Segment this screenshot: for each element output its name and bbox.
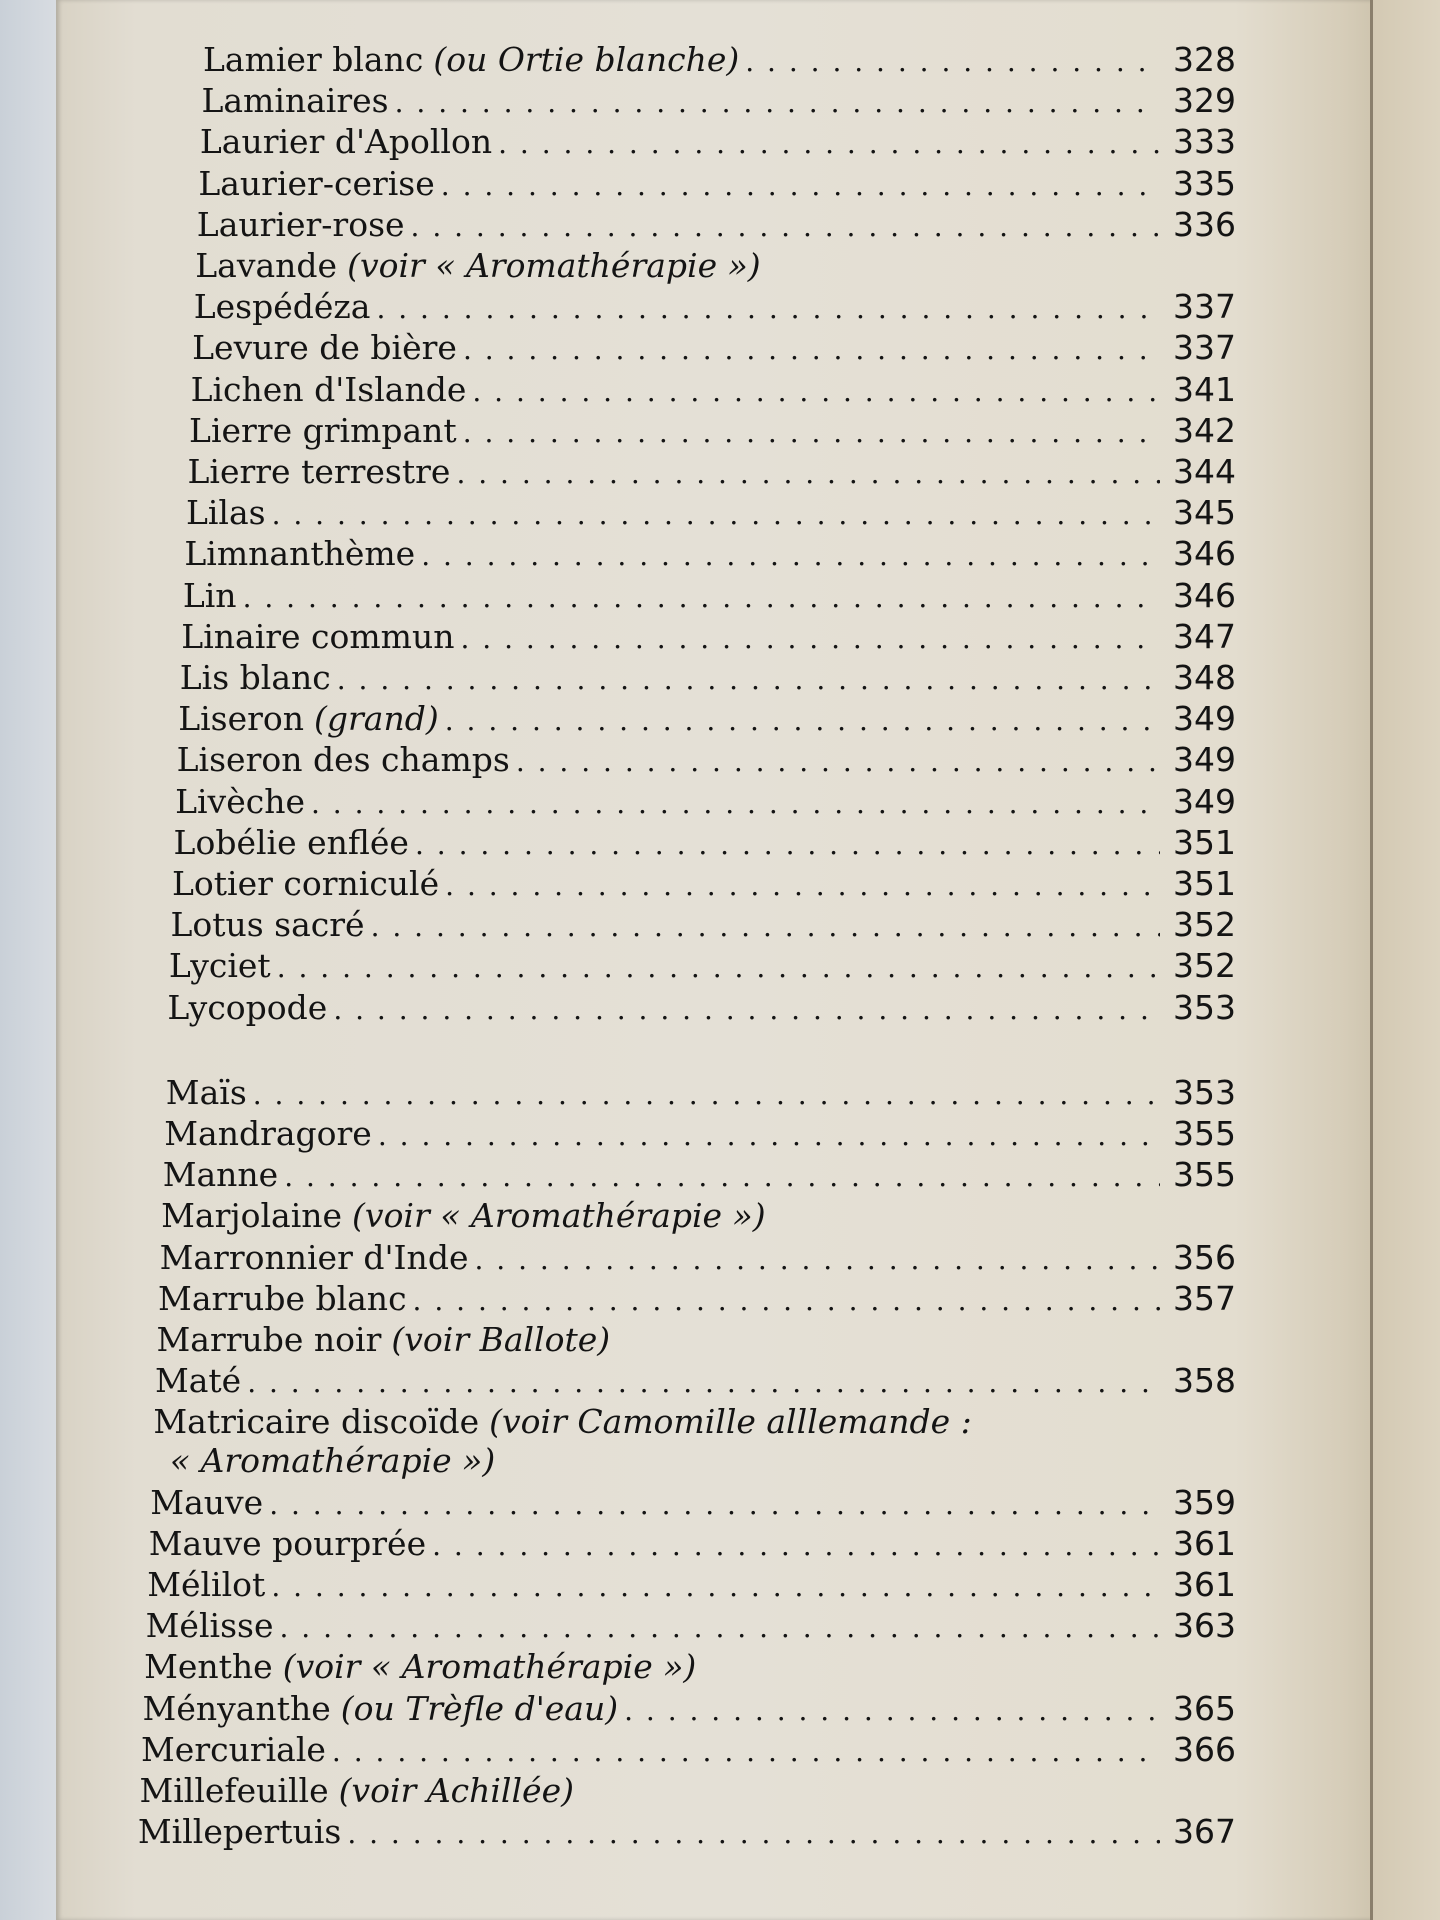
entry-name: Limnanthème — [184, 534, 416, 574]
page-number: 349 — [1172, 740, 1236, 780]
page-number: 349 — [1172, 781, 1236, 821]
page-number: 344 — [1173, 452, 1236, 491]
index-entry — [170, 905, 1236, 945]
index-entry — [167, 988, 1236, 1028]
index-entry — [191, 370, 1236, 410]
page-number: 352 — [1172, 905, 1236, 945]
entry-name: Lierre terrestre — [187, 452, 451, 491]
page-number: 366 — [1173, 1729, 1236, 1769]
page-number: 349 — [1172, 699, 1236, 739]
dot-leader — [474, 1243, 1160, 1276]
index-entry — [181, 617, 1236, 657]
entry-name: Marronnier d'Inde — [159, 1237, 469, 1277]
page-number: 333 — [1172, 122, 1236, 162]
index-entry — [174, 823, 1236, 863]
index-entry — [157, 1320, 1237, 1360]
dot-leader — [415, 828, 1160, 861]
page-number: 351 — [1172, 822, 1236, 862]
dot-leader — [333, 993, 1160, 1026]
index-entry — [178, 699, 1236, 739]
dot-leader — [311, 787, 1160, 820]
dot-leader — [411, 210, 1160, 243]
dot-leader — [456, 457, 1160, 490]
index-entry — [139, 1771, 1236, 1811]
page-number: 346 — [1172, 575, 1236, 615]
entry-note: (voir « Aromathérapie ») — [347, 246, 761, 285]
page-number: 363 — [1172, 1606, 1236, 1646]
page-number: 348 — [1173, 658, 1236, 697]
page-number: 356 — [1172, 1237, 1236, 1277]
entry-name: Millefeuille — [139, 1771, 329, 1810]
entry-name: Maïs — [165, 1072, 247, 1112]
index-entry — [189, 411, 1236, 451]
index-entry — [161, 1196, 1236, 1236]
index-entry — [138, 1812, 1236, 1852]
page-number: 358 — [1172, 1361, 1236, 1401]
entry-name: Marjolaine — [161, 1196, 343, 1236]
page-number: 361 — [1172, 1565, 1236, 1604]
page-number: 353 — [1172, 987, 1236, 1027]
index-entry — [188, 452, 1237, 492]
dot-leader — [279, 1611, 1160, 1644]
dot-leader — [445, 869, 1160, 902]
index-entry — [147, 1565, 1236, 1605]
entry-note: (grand) — [314, 699, 439, 739]
entry-name: Lichen d'Islande — [190, 369, 467, 409]
index-entry — [183, 576, 1236, 616]
entry-name: Lis blanc — [179, 658, 331, 697]
index-entry — [143, 1689, 1236, 1729]
index-entry — [175, 782, 1236, 822]
page-number: 353 — [1172, 1072, 1236, 1112]
dot-leader — [498, 127, 1160, 160]
entry-note: (ou Ortie blanche) — [433, 40, 740, 79]
entry-name: Marrube blanc — [158, 1278, 407, 1318]
entry-name: Mélisse — [145, 1606, 274, 1646]
entry-name: Maté — [154, 1361, 242, 1401]
entry-note: (ou Trèfle d'eau) — [340, 1688, 619, 1728]
entry-name: Laurier-rose — [196, 204, 405, 244]
dot-leader — [516, 745, 1160, 778]
index-entry — [198, 164, 1236, 204]
index-entry — [184, 534, 1236, 574]
dot-leader — [463, 416, 1160, 449]
page-number: 329 — [1172, 81, 1236, 121]
page-number: 335 — [1172, 163, 1236, 203]
entry-name: Linaire commun — [181, 616, 455, 656]
entry-note: (voir Achillée) — [338, 1771, 574, 1810]
index-entry — [200, 122, 1236, 162]
entry-name: Lyciet — [168, 946, 271, 986]
index-entry — [163, 1155, 1236, 1195]
page-number: 352 — [1172, 946, 1236, 986]
entry-name: Liseron des champs — [176, 740, 510, 780]
entry-name: Lespédéza — [193, 287, 371, 327]
page-number: 367 — [1172, 1812, 1236, 1852]
entry-note: « Aromathérapie ») — [169, 1441, 496, 1481]
entry-name: Mauve pourprée — [148, 1523, 427, 1563]
entry-name: Mercuriale — [141, 1729, 326, 1769]
entry-name: Laurier d'Apollon — [199, 122, 493, 162]
dot-leader — [337, 663, 1160, 696]
entry-note: (voir « Aromathérapie ») — [352, 1196, 766, 1236]
page-number: 357 — [1172, 1278, 1236, 1318]
page-number: 355 — [1173, 1114, 1236, 1153]
index-entry — [164, 1114, 1236, 1154]
page-number: 359 — [1172, 1482, 1236, 1522]
index-entry — [201, 81, 1236, 121]
dot-leader — [371, 910, 1160, 943]
index-entry — [158, 1279, 1236, 1319]
dot-leader — [445, 704, 1160, 737]
page-number: 336 — [1172, 204, 1236, 244]
dot-leader — [413, 1284, 1160, 1317]
dot-leader — [269, 1488, 1160, 1521]
dot-leader — [243, 581, 1160, 614]
dot-leader — [272, 498, 1160, 531]
entry-name: Lotus sacré — [170, 905, 365, 945]
dot-leader — [247, 1366, 1160, 1399]
dot-leader — [284, 1160, 1160, 1193]
dot-leader — [378, 1119, 1160, 1152]
index-entry — [172, 864, 1236, 904]
page-number: 355 — [1172, 1155, 1236, 1195]
entry-name: Lin — [182, 575, 237, 615]
dot-leader — [463, 333, 1160, 366]
index-entry — [194, 287, 1236, 327]
index-entry — [177, 740, 1236, 780]
dot-leader — [277, 951, 1160, 984]
index-entry — [153, 1402, 1236, 1442]
entry-name: Lavande — [195, 246, 338, 285]
entry-name: Laurier-cerise — [198, 163, 435, 203]
entry-name: Matricaire discoïde — [153, 1402, 480, 1442]
dot-leader — [395, 86, 1160, 119]
entry-name: Millepertuis — [137, 1812, 342, 1852]
page-number: 341 — [1172, 369, 1236, 409]
index-entry — [166, 1073, 1236, 1113]
page-number: 337 — [1172, 328, 1236, 368]
index-entry — [197, 205, 1236, 245]
entry-name: Liseron — [178, 699, 305, 739]
index-entry — [144, 1647, 1236, 1687]
dot-leader — [347, 1817, 1160, 1850]
index-entry — [160, 1238, 1236, 1278]
index-entry — [195, 246, 1236, 286]
entry-name: Menthe — [144, 1647, 273, 1687]
dot-leader — [271, 1570, 1160, 1603]
page-number: 361 — [1173, 1523, 1236, 1563]
entry-name: Mélilot — [147, 1565, 266, 1604]
index-entry — [186, 493, 1236, 533]
dot-leader — [745, 45, 1160, 78]
entry-name: Lierre grimpant — [189, 410, 457, 450]
entry-name: Lilas — [185, 493, 266, 533]
page-number: 346 — [1172, 534, 1236, 574]
dot-leader — [624, 1694, 1160, 1727]
entry-note: (voir Camomille alllemande : — [489, 1402, 972, 1442]
page-number: 345 — [1172, 493, 1236, 533]
page-number: 351 — [1173, 864, 1236, 903]
page-number: 342 — [1172, 410, 1236, 450]
index-entry — [149, 1524, 1236, 1564]
page-number: 347 — [1172, 616, 1236, 656]
dot-leader — [253, 1078, 1160, 1111]
index-entry — [141, 1730, 1236, 1770]
dot-leader — [441, 169, 1160, 202]
entry-name: Levure de bière — [192, 328, 457, 368]
entry-name: Mandragore — [164, 1114, 372, 1153]
entry-note: (voir « Aromathérapie ») — [282, 1647, 697, 1687]
page-number: 337 — [1172, 287, 1236, 327]
index-entry — [155, 1361, 1236, 1401]
page-number: 328 — [1173, 40, 1236, 79]
entry-name: Manne — [162, 1155, 279, 1195]
entry-note: (voir Ballote) — [391, 1320, 611, 1359]
entry-name: Livèche — [175, 781, 305, 821]
entry-name: Lobélie enflée — [173, 822, 409, 862]
index-entry — [150, 1483, 1236, 1523]
dot-leader — [472, 375, 1160, 408]
index-entry — [170, 1441, 1236, 1481]
index-entry — [192, 328, 1236, 368]
index-entry — [180, 658, 1236, 698]
dot-leader — [460, 622, 1160, 655]
entry-name: Laminaires — [201, 81, 389, 121]
dot-leader — [376, 292, 1160, 325]
dot-leader — [421, 539, 1160, 572]
index-entry — [203, 40, 1236, 80]
page-number: 365 — [1172, 1688, 1236, 1728]
entry-name: Ményanthe — [142, 1688, 331, 1728]
dot-leader — [432, 1529, 1160, 1562]
entry-name: Lamier blanc — [203, 40, 424, 79]
dot-leader — [332, 1735, 1160, 1768]
entry-name: Mauve — [150, 1482, 264, 1522]
entry-name: Lycopode — [167, 987, 328, 1027]
entry-name: Lotier corniculé — [172, 864, 440, 903]
index-entry — [146, 1606, 1236, 1646]
index-entry — [169, 946, 1236, 986]
entry-name: Marrube noir — [156, 1320, 382, 1359]
